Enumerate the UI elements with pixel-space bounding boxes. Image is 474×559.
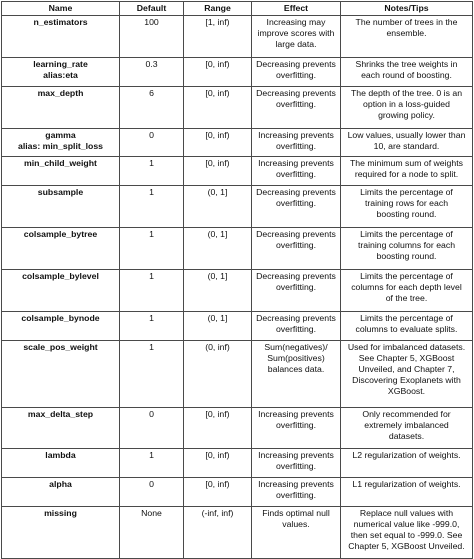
default-value-cell: 0.3 — [120, 58, 184, 87]
cell-line: Decreasing prevents — [256, 187, 336, 197]
effect-cell — [252, 186, 341, 228]
default-value-cell: 1 — [120, 312, 184, 341]
effect-cell — [252, 312, 341, 341]
table-row — [2, 312, 473, 341]
cell-line: then set equal to -999.0. See — [350, 529, 463, 540]
effect-cell — [252, 449, 341, 478]
cell-line: alias:eta — [43, 69, 78, 80]
cell-line: datasets. — [388, 430, 425, 441]
effect-cell — [252, 16, 341, 58]
cell-line: overfitting. — [275, 323, 317, 334]
cell-line: missing — [44, 508, 77, 518]
cell-line: The minimum sum of weights — [350, 158, 463, 168]
cell-line: learning_rate — [33, 59, 88, 69]
cell-line: ensemble. — [386, 27, 427, 38]
cell-line: See Chapter 5, XGBoost — [358, 352, 455, 363]
cell-line: lambda — [45, 450, 76, 460]
default-value-cell: 1 — [120, 270, 184, 312]
cell-line: Increasing prevents — [258, 409, 334, 419]
cell-line: colsample_bylevel — [22, 271, 99, 281]
param-name-cell — [2, 478, 120, 507]
range-cell: [0, inf) — [184, 157, 252, 186]
table-row — [2, 157, 473, 186]
cell-line: overfitting. — [275, 460, 317, 471]
range-cell: [1, inf) — [184, 16, 252, 58]
cell-line: The depth of the tree. 0 is an — [350, 88, 463, 98]
default-value-cell: 1 — [120, 157, 184, 186]
cell-line: Increasing prevents — [258, 479, 334, 489]
cell-line: 10, are standard. — [373, 140, 440, 151]
cell-line: Replace null values with — [359, 508, 454, 518]
notes-cell — [341, 129, 473, 157]
cell-line: Decreasing prevents — [256, 271, 336, 281]
effect-cell — [252, 228, 341, 270]
cell-line: n_estimators — [33, 17, 88, 27]
notes-cell — [341, 58, 473, 87]
cell-line: training rows for each — [364, 197, 449, 208]
hyperparameter-table — [1, 1, 473, 559]
cell-line: overfitting. — [275, 281, 317, 292]
range-cell: [0, inf) — [184, 58, 252, 87]
effect-cell — [252, 157, 341, 186]
cell-line: growing policy. — [378, 109, 435, 120]
param-name-cell — [2, 228, 120, 270]
notes-cell — [341, 270, 473, 312]
cell-line: overfitting. — [275, 98, 317, 109]
cell-line: large data. — [275, 38, 317, 49]
cell-line: Chapter 5, XGBoost Unveiled. — [348, 540, 465, 551]
effect-cell — [252, 87, 341, 129]
cell-line: Shrinks the tree weights in — [355, 59, 458, 69]
default-value-cell: 0 — [120, 478, 184, 507]
param-name-cell — [2, 157, 120, 186]
range-cell: (0, 1] — [184, 312, 252, 341]
cell-line: Decreasing prevents — [256, 313, 336, 323]
cell-line: alias: min_split_loss — [18, 140, 103, 151]
cell-line: Sum(positives) — [267, 352, 325, 363]
param-name-cell — [2, 507, 120, 559]
default-value-cell: 100 — [120, 16, 184, 58]
cell-line: Increasing prevents — [258, 158, 334, 168]
cell-line: max_depth — [37, 88, 84, 98]
table-row — [2, 449, 473, 478]
effect-cell — [252, 129, 341, 157]
cell-line: Decreasing prevents — [256, 88, 336, 98]
cell-line: Increasing may — [266, 17, 326, 27]
cell-line: boosting round. — [376, 208, 437, 219]
table-row — [2, 341, 473, 408]
cell-line: colsample_bynode — [21, 313, 100, 323]
cell-line: extremely imbalanced — [364, 419, 449, 430]
table-row — [2, 87, 473, 129]
effect-cell — [252, 478, 341, 507]
cell-line: alpha — [49, 479, 72, 489]
cell-line: overfitting. — [275, 168, 317, 179]
table-row — [2, 186, 473, 228]
header-notes: Notes/Tips — [341, 2, 473, 16]
cell-line: overfitting. — [275, 197, 317, 208]
cell-line: Limits the percentage of — [360, 229, 453, 239]
cell-line: balances data. — [267, 363, 325, 374]
default-value-cell: 6 — [120, 87, 184, 129]
cell-line: overfitting. — [275, 419, 317, 430]
notes-cell — [341, 478, 473, 507]
table-row — [2, 58, 473, 87]
effect-cell — [252, 58, 341, 87]
effect-cell — [252, 270, 341, 312]
cell-line: Decreasing prevents — [256, 59, 336, 69]
table-row — [2, 507, 473, 559]
range-cell: [0, inf) — [184, 129, 252, 157]
cell-line: Only recommended for — [362, 409, 451, 419]
cell-line: Finds optimal null — [262, 508, 330, 518]
param-name-cell — [2, 341, 120, 408]
default-value-cell: 1 — [120, 228, 184, 270]
cell-line: colsample_bytree — [23, 229, 98, 239]
notes-cell — [341, 507, 473, 559]
cell-line: scale_pos_weight — [23, 342, 98, 352]
cell-line: L2 regularization of weights. — [352, 450, 461, 460]
cell-line: Increasing prevents — [258, 130, 334, 140]
cell-line: max_delta_step — [27, 409, 94, 419]
notes-cell — [341, 312, 473, 341]
range-cell: [0, inf) — [184, 478, 252, 507]
cell-line: option in a loss-guided — [363, 98, 450, 109]
range-cell: (0, 1] — [184, 270, 252, 312]
cell-line: Limits the percentage of — [360, 313, 453, 323]
range-cell: (0, 1] — [184, 186, 252, 228]
param-name-cell — [2, 16, 120, 58]
default-value-cell: 1 — [120, 186, 184, 228]
cell-line: Increasing prevents — [258, 450, 334, 460]
header-name: Name — [2, 2, 120, 16]
param-name-cell — [2, 129, 120, 157]
cell-line: Discovering Exoplanets with — [352, 374, 461, 385]
table-row — [2, 129, 473, 157]
cell-line: overfitting. — [275, 489, 317, 500]
range-cell: [0, inf) — [184, 408, 252, 449]
default-value-cell: 0 — [120, 408, 184, 449]
cell-line: training columns for each — [357, 239, 456, 250]
range-cell: (0, inf) — [184, 341, 252, 408]
range-cell: (-inf, inf) — [184, 507, 252, 559]
cell-line: Low values, usually lower than — [347, 130, 466, 140]
cell-line: subsample — [37, 187, 84, 197]
header-row — [2, 2, 473, 16]
notes-cell — [341, 186, 473, 228]
cell-line: The number of trees in the — [355, 17, 458, 27]
range-cell: (0, 1] — [184, 228, 252, 270]
notes-cell — [341, 408, 473, 449]
effect-cell — [252, 408, 341, 449]
cell-line: each round of boosting. — [361, 69, 452, 80]
param-name-cell — [2, 87, 120, 129]
param-name-cell — [2, 408, 120, 449]
cell-line: Unveiled, and Chapter 7, — [358, 363, 455, 374]
param-name-cell — [2, 186, 120, 228]
cell-line: Used for imbalanced datasets. — [347, 342, 466, 352]
header-range: Range — [184, 2, 252, 16]
cell-line: overfitting. — [275, 69, 317, 80]
table-row — [2, 478, 473, 507]
default-value-cell: 0 — [120, 129, 184, 157]
default-value-cell: 1 — [120, 341, 184, 408]
cell-line: improve scores with — [257, 27, 335, 38]
table-row — [2, 228, 473, 270]
cell-line: values. — [282, 518, 310, 529]
cell-line: of the tree. — [385, 292, 428, 303]
notes-cell — [341, 16, 473, 58]
cell-line: min_child_weight — [24, 158, 97, 168]
cell-line: L1 regularization of weights. — [352, 479, 461, 489]
header-default: Default — [120, 2, 184, 16]
table-row — [2, 16, 473, 58]
effect-cell — [252, 507, 341, 559]
cell-line: Limits the percentage of — [360, 271, 453, 281]
table-row — [2, 270, 473, 312]
range-cell: [0, inf) — [184, 449, 252, 478]
notes-cell — [341, 87, 473, 129]
cell-line: Sum(negatives)/ — [264, 342, 328, 352]
header-effect: Effect — [252, 2, 341, 16]
param-name-cell — [2, 270, 120, 312]
table-row — [2, 408, 473, 449]
cell-line: required for a node to split. — [354, 168, 459, 179]
default-value-cell: None — [120, 507, 184, 559]
notes-cell — [341, 341, 473, 408]
range-cell: [0, inf) — [184, 87, 252, 129]
cell-line: numerical value like -999.0, — [353, 518, 460, 529]
param-name-cell — [2, 449, 120, 478]
effect-cell — [252, 341, 341, 408]
cell-line: overfitting. — [275, 140, 317, 151]
notes-cell — [341, 157, 473, 186]
cell-line: Limits the percentage of — [360, 187, 453, 197]
param-name-cell — [2, 312, 120, 341]
param-name-cell — [2, 58, 120, 87]
cell-line: overfitting. — [275, 239, 317, 250]
cell-line: Decreasing prevents — [256, 229, 336, 239]
cell-line: gamma — [45, 130, 76, 140]
notes-cell — [341, 228, 473, 270]
notes-cell — [341, 449, 473, 478]
default-value-cell: 1 — [120, 449, 184, 478]
cell-line: boosting round. — [376, 250, 437, 261]
cell-line: XGBoost. — [387, 385, 426, 396]
cell-line: columns to evaluate splits. — [355, 323, 458, 334]
cell-line: columns for each depth level — [351, 281, 462, 292]
